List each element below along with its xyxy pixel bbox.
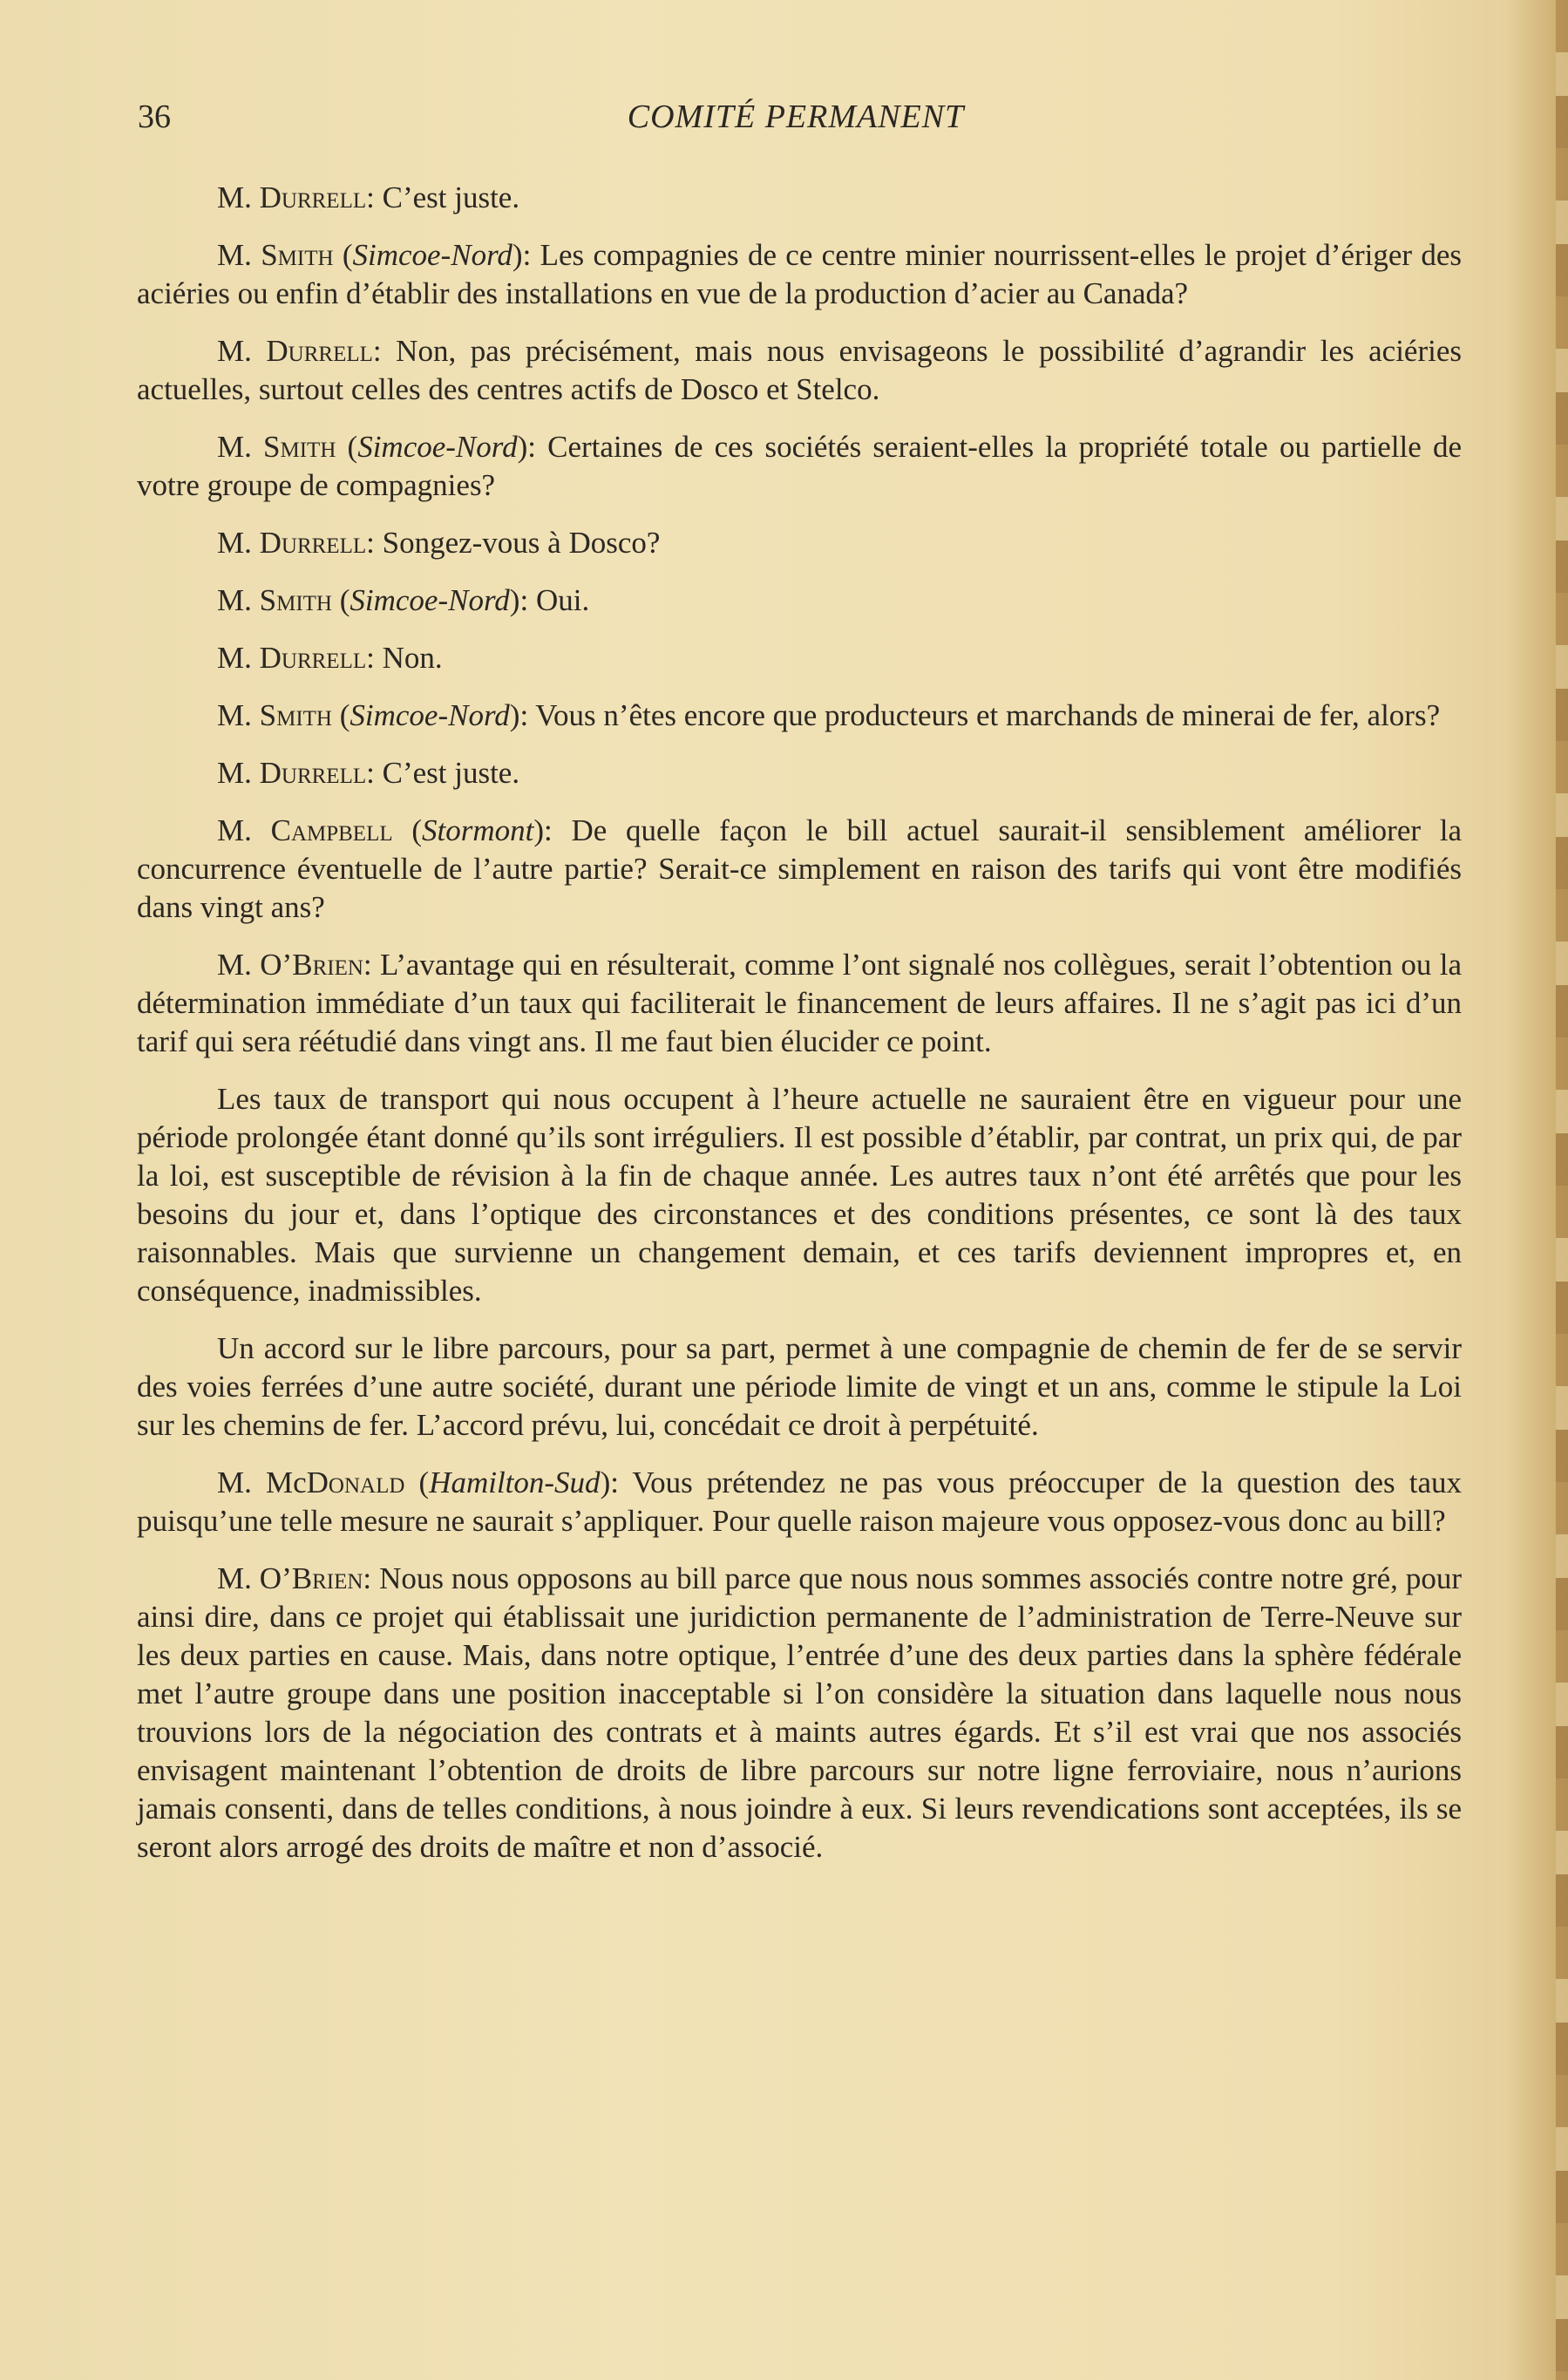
paragraph-text: Un accord sur le libre parcours, pour sa part, permet à une compagnie de chemin de fer de se servir des voies ferrées d’une autre société, durant une période limite de vingt et un ans, comme le stipule la Loi sur les chemins de fer. L’accord prévu, lui, concédait ce droit à perpétuité. (137, 1331, 1462, 1442)
transcript-body (137, 179, 1462, 1886)
paragraph: M. Durrell: Non. (217, 641, 443, 675)
speaker-prefix: M. (217, 698, 260, 732)
paragraph-text: Non. (382, 641, 443, 675)
speaker-name: Smith (259, 583, 332, 617)
speaker-name: Campbell (270, 813, 393, 847)
speaker-name: Smith (259, 698, 332, 732)
speaker-name: Smith (263, 430, 336, 464)
riding: Simcoe-Nord (357, 430, 518, 464)
speaker-name: Brien (292, 948, 363, 982)
speaker-prefix: M. (217, 180, 260, 214)
page-header (138, 98, 1454, 146)
paragraph: M. Smith (Simcoe-Nord): Certaines de ces sociétés seraient-elles la propriété totale ou partielle de votre groupe de compagnies? (137, 430, 1462, 502)
paragraph-text: Vous n’êtes encore que producteurs et marchands de minerai de fer, alors? (535, 698, 1441, 732)
speaker-prefix: M. (217, 813, 271, 847)
speaker-name: Durrell (259, 526, 367, 560)
paragraph: M. Smith (Simcoe-Nord): Les compagnies de ce centre minier nourrissent-elles le projet d’ériger des aciéries ou enfin d’établir des installations en vue de la production d’acier au Canada? (137, 238, 1463, 310)
riding: Simcoe-Nord (350, 698, 510, 732)
speaker-prefix: M. (217, 526, 260, 560)
riding: Simcoe-Nord (352, 238, 512, 272)
paragraph: M. McDonald (Hamilton-Sud): Vous prétendez ne pas vous préoccuper de la question des taux puisqu’une telle mesure ne saurait s’appliquer. Pour quelle raison majeure vous opposez-vous donc au bill? (137, 1465, 1462, 1538)
paragraph: M. Campbell (Stormont): De quelle façon le bill actuel saurait-il sensiblement améliorer la concurrence éventuelle de l’autre partie? Serait-ce simplement en raison des tarifs qui vont être modifiés dans vingt ans? (137, 813, 1462, 924)
paragraph: M. Durrell: Songez-vous à Dosco? (217, 526, 661, 560)
running-title: COMITÉ PERMANENT (627, 99, 965, 135)
paragraph: M. O’Brien: L’avantage qui en résulterait, comme l’ont signalé nos collègues, serait l’obtention ou la détermination immédiate d’un taux qui faciliterait le financement de leurs affaires. Il ne s’agit pas ici d’un tarif qui sera réétudié dans vingt ans. Il me faut bien élucider ce point. (137, 948, 1462, 1058)
paragraph-text: Vous prétendez ne pas vous préoccuper de la question des taux puisqu’une telle mesure ne saurait s’appliquer. Pour quelle raison majeure vous opposez-vous donc au bill? (137, 1465, 1462, 1538)
paragraph (137, 1080, 1462, 1310)
paragraph (137, 1329, 1462, 1445)
speaker-name: Durrell (259, 180, 367, 214)
speaker-prefix: M. (217, 756, 260, 790)
paragraph-text: Les compagnies de ce centre minier nourrissent-elles le projet d’ériger des aciéries ou enfin d’établir des installations en vue de la production d’acier au Canada? (137, 238, 1463, 310)
speaker-name: Durrell (266, 334, 373, 368)
speaker-prefix: M. (217, 238, 261, 272)
paragraph-text: Certaines de ces sociétés seraient-elles la propriété totale ou partielle de votre groupe de compagnies? (137, 430, 1462, 502)
speaker-prefix: M. (217, 334, 267, 368)
speaker-prefix: M. (217, 583, 260, 617)
paragraph-text: Songez-vous à Dosco? (382, 526, 661, 560)
paragraph: M. O’Brien: Nous nous opposons au bill parce que nous nous sommes associés contre notre gré, pour ainsi dire, dans ce projet qui établissait une juridiction permanente de l’administration de Terre-Neuve sur les deux parties en cause. Mais, dans notre optique, l’entrée d’une des deux parties dans la sphère fédérale met l’autre groupe dans une position inacceptable si l’on considère la situation dans laquelle nous nous trouvions lors de la négociation des contrats et à maints autres égards. Et s’il est vrai que nos associés envisagent maintenant l’obtention de droits de libre parcours sur notre ligne ferroviaire, nous n’aurions jamais consenti, dans de telles conditions, à nous joindre à eux. Si leurs revendications sont acceptées, ils se seront alors arrogé des droits de maître et non d’associé. (137, 1561, 1462, 1864)
speaker-name: Durrell (259, 641, 367, 675)
speaker-prefix: M. (217, 641, 260, 675)
paragraph-text: C’est juste. (382, 180, 520, 214)
riding: Hamilton-Sud (429, 1465, 601, 1499)
paragraph: M. Durrell: C’est juste. (217, 180, 520, 214)
paragraph: M. Smith (Simcoe-Nord): Vous n’êtes encore que producteurs et marchands de minerai de fer, alors? (217, 698, 1441, 732)
speaker-prefix: M. O’ (217, 1561, 292, 1595)
paragraph-text: Les taux de transport qui nous occupent à l’heure actuelle ne sauraient être en vigueur pour une période prolongée étant donné qu’ils sont irréguliers. Il est possible d’établir, par contrat, un prix qui, de par la loi, est susceptible de révision à la fin de chaque année. Les autres taux n’ont été arrêtés que pour les besoins du jour et, dans l’optique des circonstances et des conditions présentes, ce sont là des taux raisonnables. Mais que survienne un changement demain, et ces tarifs deviennent impropres et, en conséquence, inadmissibles. (137, 1082, 1462, 1308)
speaker-name: Donald (306, 1465, 405, 1499)
paragraph-text: Nous nous opposons au bill parce que nous nous sommes associés contre notre gré, pour ainsi dire, dans ce projet qui établissait une juridiction permanente de l’administration de Terre-Neuve sur les deux parties en cause. Mais, dans notre optique, l’entrée d’une des deux parties dans la sphère fédérale met l’autre groupe dans une position inacceptable si l’on considère la situation dans laquelle nous nous trouvions lors de la négociation des contrats et à maints autres égards. Et s’il est vrai que nos associés envisagent maintenant l’obtention de droits de libre parcours sur notre ligne ferroviaire, nous n’aurions jamais consenti, dans de telles conditions, à nous joindre à eux. Si leurs revendications sont acceptées, ils se seront alors arrogé des droits de maître et non d’associé. (137, 1561, 1462, 1864)
paragraph: M. Durrell: Non, pas précisément, mais nous envisageons le possibilité d’agrandir les aciéries actuelles, surtout celles des centres actifs de Dosco et Stelco. (137, 334, 1462, 406)
paragraph-text: L’avantage qui en résulterait, comme l’ont signalé nos collègues, serait l’obtention ou la détermination immédiate d’un taux qui faciliterait le financement de leurs affaires. Il ne s’agit pas ici d’un tarif qui sera réétudié dans vingt ans. Il me faut bien élucider ce point. (137, 948, 1462, 1058)
paragraph-text: Non, pas précisément, mais nous envisageons le possibilité d’agrandir les aciéries actuelles, surtout celles des centres actifs de Dosco et Stelco. (137, 334, 1462, 406)
paragraph-text: Oui. (535, 583, 590, 617)
speaker-prefix: M. O’ (217, 948, 293, 982)
riding: Simcoe-Nord (350, 583, 510, 617)
page-number: 36 (138, 99, 171, 135)
riding: Stormont (422, 813, 534, 847)
speaker-name: Durrell (259, 756, 367, 790)
paragraph-text: De quelle façon le bill actuel saurait-il sensiblement améliorer la concurrence éventuelle de l’autre partie? Serait-ce simplement en raison des tarifs qui vont être modifiés dans vingt ans? (137, 813, 1462, 924)
paragraph: M. Smith (Simcoe-Nord): Oui. (217, 583, 590, 617)
paragraph-text: C’est juste. (382, 756, 520, 790)
speaker-name: Smith (261, 238, 334, 272)
page-edge (1556, 0, 1568, 2380)
speaker-name: Brien (291, 1561, 363, 1595)
paragraph: M. Durrell: C’est juste. (217, 756, 520, 790)
speaker-prefix: M. Mc (217, 1465, 307, 1499)
speaker-prefix: M. (217, 430, 264, 464)
